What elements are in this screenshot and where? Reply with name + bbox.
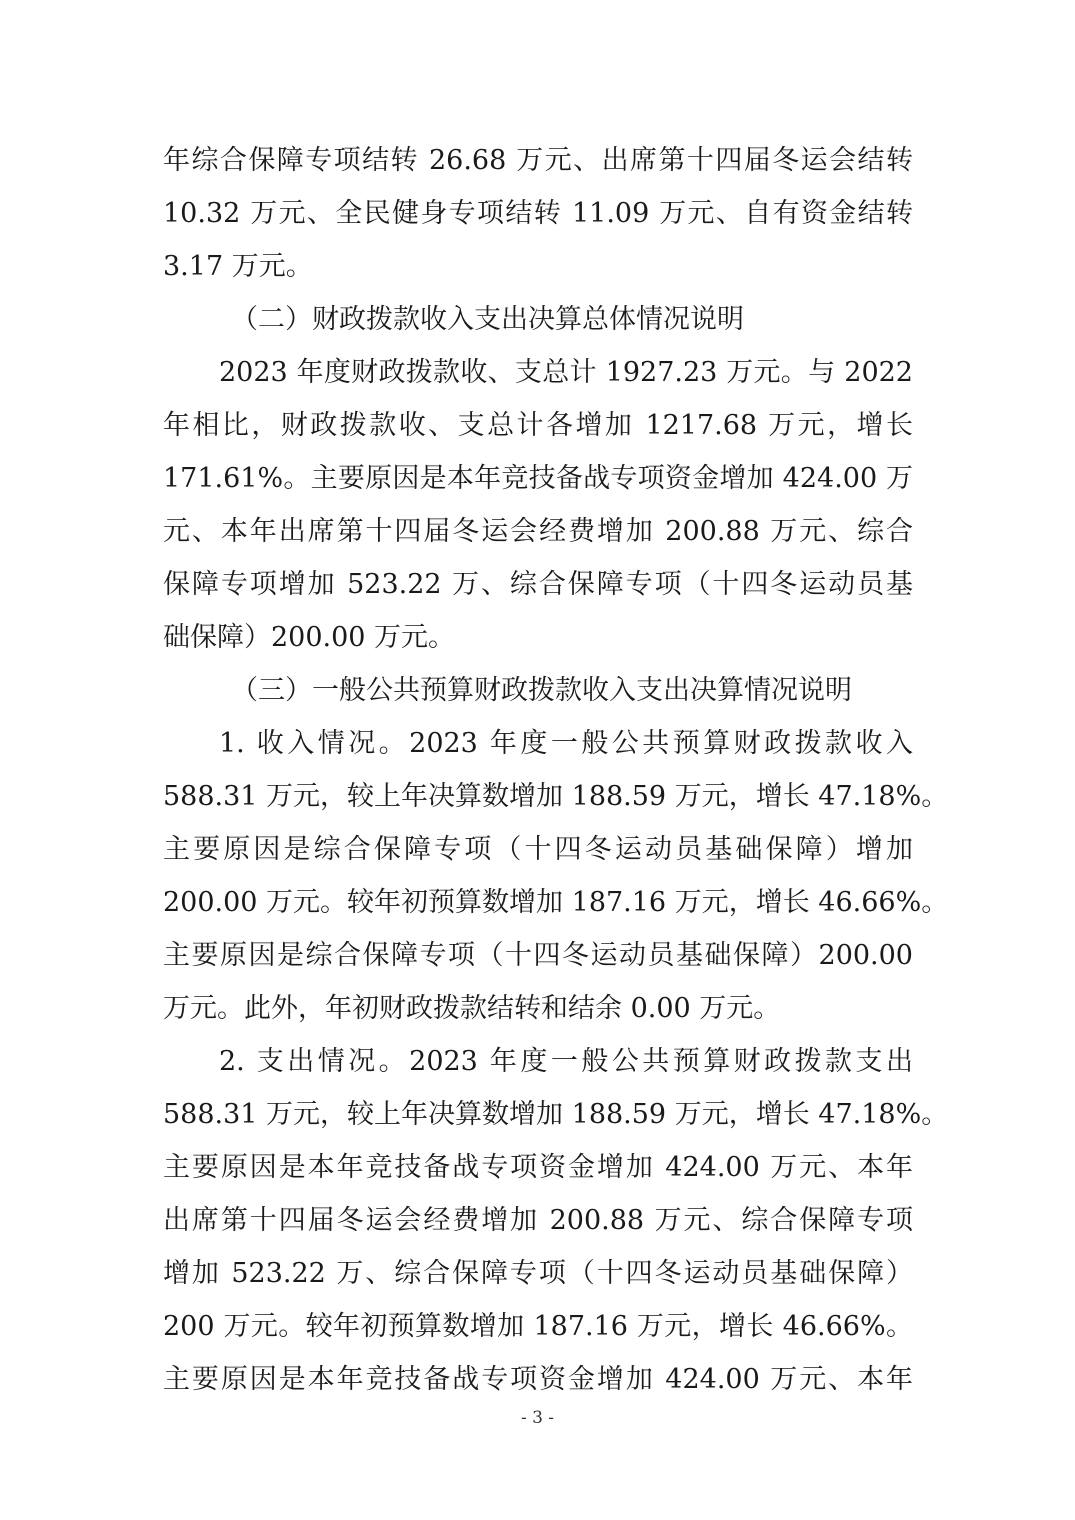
paragraph-line: 2. 支出情况。2023 年度一般公共预算财政拨款支出 (219, 1046, 913, 1077)
paragraph-line: 主要原因是综合保障专项（十四冬运动员基础保障）200.00 (163, 940, 913, 971)
paragraph-line: 主要原因是本年竞技备战专项资金增加 424.00 万元、本年 (163, 1364, 913, 1395)
paragraph-line: 础保障）200.00 万元。 (163, 622, 456, 653)
paragraph-line: 171.61%。主要原因是本年竞技备战专项资金增加 424.00 万 (163, 463, 913, 494)
section-heading: （二）财政拨款收入支出决算总体情况说明 (231, 304, 744, 335)
paragraph-line: 200.00 万元。较年初预算数增加 187.16 万元，增长 46.66%。 (163, 887, 949, 918)
paragraph-line: 年综合保障专项结转 26.68 万元、出席第十四届冬运会结转 (163, 145, 913, 176)
paragraph-line: 3.17 万元。 (163, 251, 313, 282)
paragraph-line: 年相比，财政拨款收、支总计各增加 1217.68 万元，增长 (163, 410, 913, 441)
paragraph-line: 588.31 万元，较上年决算数增加 188.59 万元，增长 47.18%。 (163, 1099, 949, 1130)
paragraph-line: 1. 收入情况。2023 年度一般公共预算财政拨款收入 (219, 728, 913, 759)
section-heading: （三）一般公共预算财政拨款收入支出决算情况说明 (231, 675, 852, 706)
paragraph-line: 元、本年出席第十四届冬运会经费增加 200.88 万元、综合 (163, 516, 913, 547)
paragraph-line: 万元。此外，年初财政拨款结转和结余 0.00 万元。 (163, 993, 781, 1024)
paragraph-line: 10.32 万元、全民健身专项结转 11.09 万元、自有资金结转 (163, 198, 913, 229)
page-number: - 3 - (520, 1408, 555, 1428)
paragraph-line: 200 万元。较年初预算数增加 187.16 万元，增长 46.66%。 (163, 1311, 913, 1342)
paragraph-line: 588.31 万元，较上年决算数增加 188.59 万元，增长 47.18%。 (163, 781, 949, 812)
paragraph-line: 主要原因是本年竞技备战专项资金增加 424.00 万元、本年 (163, 1152, 913, 1183)
paragraph-line: 2023 年度财政拨款收、支总计 1927.23 万元。与 2022 (219, 357, 913, 388)
paragraph-line: 主要原因是综合保障专项（十四冬运动员基础保障）增加 (163, 834, 913, 865)
document-body (163, 134, 949, 1406)
paragraph-line: 出席第十四届冬运会经费增加 200.88 万元、综合保障专项 (163, 1205, 913, 1236)
paragraph-line: 增加 523.22 万、综合保障专项（十四冬运动员基础保障） (163, 1258, 913, 1289)
paragraph-line: 保障专项增加 523.22 万、综合保障专项（十四冬运动员基 (163, 569, 913, 600)
